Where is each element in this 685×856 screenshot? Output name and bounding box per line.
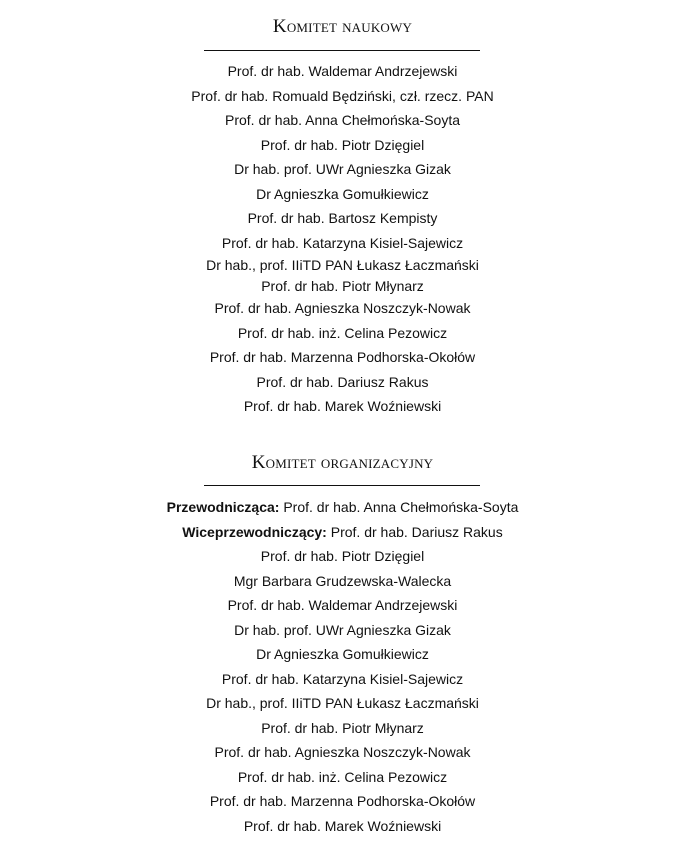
vice-chair-name: Prof. dr hab. Dariusz Rakus bbox=[330, 523, 503, 540]
list-item: Prof. dr hab. Katarzyna Kisiel-Sajewicz bbox=[221, 234, 464, 251]
chair-label: Przewodnicząca: bbox=[166, 499, 280, 515]
list-item: Prof. dr hab. Waldemar Andrzejewski bbox=[227, 63, 458, 79]
chair-name: Prof. dr hab. Anna Chełmońska-Soyta bbox=[283, 499, 519, 515]
list-item: Prof. dr hab. Piotr Dzięgiel bbox=[260, 548, 425, 564]
list-item: Dr hab., prof. IIiTD PAN Łukasz Łaczmański bbox=[206, 695, 479, 711]
list-item: Prof. dr hab. Bartosz Kempisty bbox=[247, 210, 438, 226]
list-item: Prof. dr hab. Waldemar Andrzejewski bbox=[227, 597, 458, 613]
list-item: Prof. dr hab. Piotr Młynarz bbox=[261, 277, 424, 294]
list-item: Dr hab. prof. UWr Agnieszka Gizak bbox=[234, 621, 451, 638]
chair-row bbox=[0, 495, 685, 520]
organizing-committee-divider bbox=[204, 485, 480, 486]
scientific-committee-list bbox=[0, 59, 685, 419]
scientific-committee-divider bbox=[204, 50, 480, 51]
list-item: Prof. dr hab. Piotr Młynarz bbox=[261, 719, 424, 736]
list-item: Prof. dr hab. inż. Celina Pezowicz bbox=[237, 768, 448, 785]
list-item: Prof. dr hab. inż. Celina Pezowicz bbox=[237, 324, 448, 341]
scientific-committee-heading: Komitet naukowy bbox=[272, 16, 413, 37]
list-item: Mgr Barbara Grudzewska-Walecka bbox=[233, 572, 452, 589]
list-item: Prof. dr hab. Marek Woźniewski bbox=[243, 817, 442, 834]
list-item: Prof. dr hab. Agnieszka Noszczyk-Nowak bbox=[214, 300, 471, 316]
list-item: Prof. dr hab. Marzenna Podhorska-Okołów bbox=[209, 793, 476, 809]
list-item: Dr Agnieszka Gomułkiewicz bbox=[256, 185, 429, 202]
organizing-committee-list bbox=[0, 495, 685, 838]
list-item: Prof. dr hab. Piotr Dzięgiel bbox=[260, 136, 425, 153]
list-item: Prof. dr hab. Katarzyna Kisiel-Sajewicz bbox=[221, 670, 464, 687]
list-item: Dr Agnieszka Gomułkiewicz bbox=[256, 646, 429, 662]
vice-chair-row bbox=[0, 520, 685, 545]
list-item: Prof. dr hab. Marek Woźniewski bbox=[243, 398, 442, 414]
list-item: Prof. dr hab. Anna Chełmońska-Soyta bbox=[224, 112, 461, 128]
vice-chair-label: Wiceprzewodniczący: bbox=[182, 523, 327, 540]
list-item: Prof. dr hab. Dariusz Rakus bbox=[256, 373, 429, 390]
list-item: Dr hab., prof. IIiTD PAN Łukasz Łaczmański bbox=[206, 257, 479, 273]
list-item: Prof. dr hab. Romuald Będziński, czł. rzecz. PAN bbox=[191, 87, 494, 104]
list-item: Dr hab. prof. UWr Agnieszka Gizak bbox=[234, 161, 451, 177]
list-item: Prof. dr hab. Agnieszka Noszczyk-Nowak bbox=[214, 744, 471, 760]
list-item: Prof. dr hab. Marzenna Podhorska-Okołów bbox=[209, 349, 476, 365]
organizing-committee-heading: Komitet organizacyjny bbox=[251, 452, 434, 473]
